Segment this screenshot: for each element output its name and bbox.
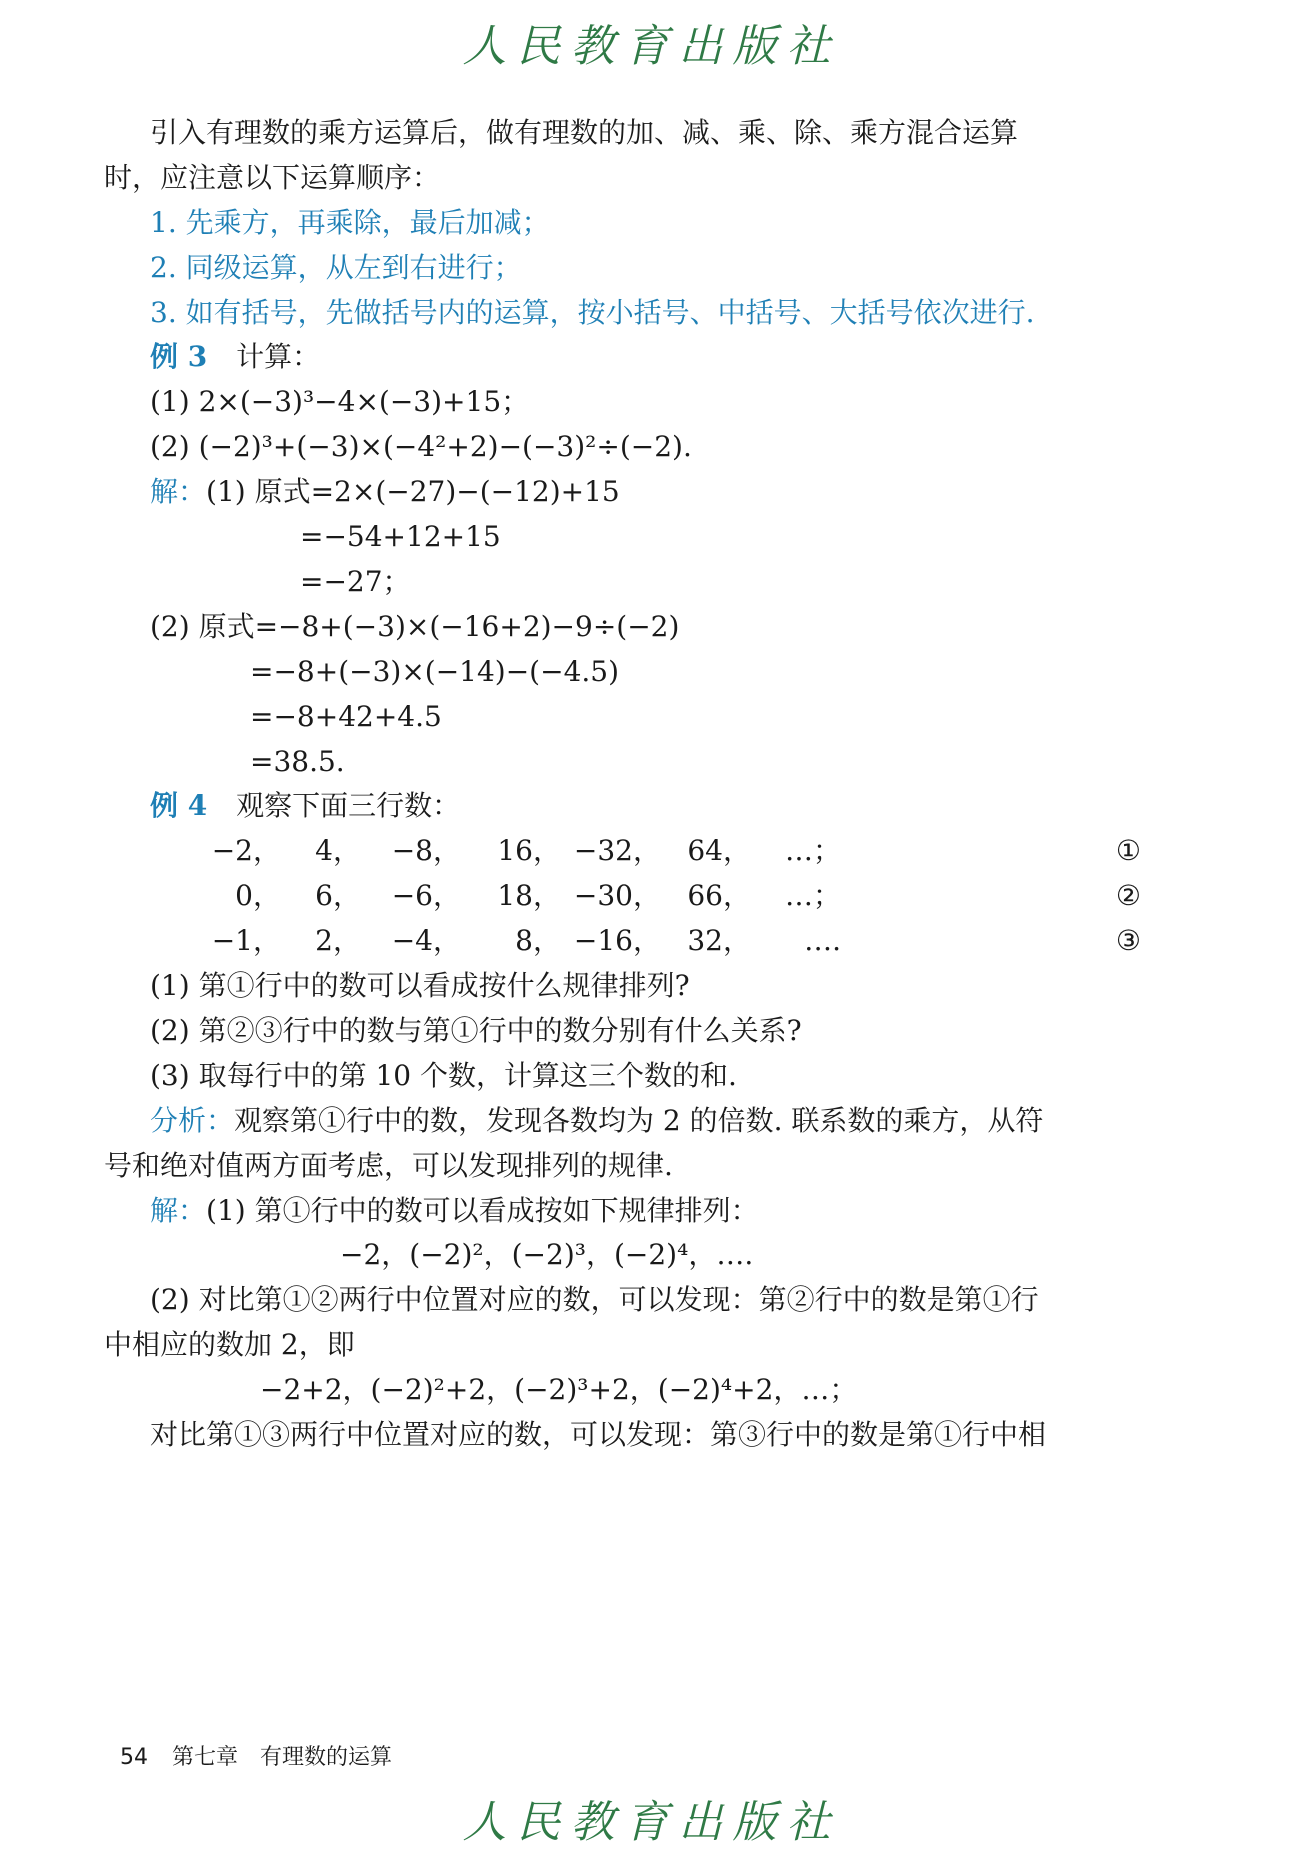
example-4-formula-1: −2，(−2)²，(−2)³，(−2)⁴，…. — [340, 1238, 754, 1271]
row-1-cell: −32， — [573, 834, 661, 867]
example-3-header — [150, 337, 320, 377]
example-4-question-2: (2) 第②③行中的数与第①行中的数分别有什么关系? — [150, 1014, 802, 1047]
row-3-cell: 2， — [315, 924, 361, 957]
page-footer — [120, 1740, 392, 1771]
example-3-solution-2-line-1: (2) 原式=−8+(−3)×(−16+2)−9÷(−2) — [150, 610, 680, 643]
example-4-question-1: (1) 第①行中的数可以看成按什么规律排列? — [150, 969, 690, 1002]
row-1-cell: 16， — [497, 834, 561, 867]
example-4-solution-3: 对比第①③两行中位置对应的数，可以发现：第③行中的数是第①行中相 — [150, 1418, 1047, 1451]
example-3-solution-2-line-2: =−8+(−3)×(−14)−(−4.5) — [250, 655, 620, 688]
row-2-cell: 6， — [315, 879, 361, 912]
example-4-question-3: (3) 取每行中的第 10 个数，计算这三个数的和. — [150, 1059, 737, 1092]
chapter-title: 第七章 有理数的运算 — [172, 1745, 393, 1770]
publisher-logo-top: 人民教育出版社 — [462, 21, 841, 72]
intro-line-1: 引入有理数的乘方运算后，做有理数的加、减、乘、除、乘方混合运算 — [150, 116, 1019, 149]
example-4-title: 观察下面三行数： — [236, 789, 461, 822]
example-3-solution-1-line-3: =−27； — [300, 565, 411, 598]
row-1-cell: 64， — [687, 834, 751, 867]
row-1-cell: −2， — [211, 834, 281, 867]
example-3-question-2: (2) (−2)³+(−3)×(−4²+2)−(−3)²÷(−2). — [150, 430, 692, 463]
example-4-analysis-line-1 — [150, 1101, 1043, 1141]
row-1-cell: −8， — [391, 834, 461, 867]
example-4-solution-1 — [150, 1191, 759, 1231]
rule-1: 1. 先乘方，再乘除，最后加减； — [150, 206, 550, 239]
example-4-solution-2-line-2: 中相应的数加 2，即 — [104, 1328, 355, 1361]
example-3-question-1: (1) 2×(−3)³−4×(−3)+15； — [150, 385, 530, 418]
example-3-solution-2-line-3: =−8+42+4.5 — [250, 700, 442, 733]
example-3-solution-1-line-2: =−54+12+15 — [300, 520, 501, 553]
row-2-cell: −6， — [391, 879, 461, 912]
example-3-label: 例 3 — [150, 340, 208, 373]
example-3-solution-2-line-4: =38.5. — [250, 745, 345, 778]
row-2-cell: 66， — [687, 879, 751, 912]
row-2-marker: ② — [1115, 879, 1141, 912]
solution-label: 解： — [150, 475, 207, 508]
analysis-text: 观察第①行中的数，发现各数均为 2 的倍数. 联系数的乘方，从符 — [234, 1104, 1044, 1137]
row-3-cell: 8， — [515, 924, 561, 957]
row-2-cell: −30， — [573, 879, 661, 912]
solution-step: (1) 第①行中的数可以看成按如下规律排列： — [206, 1194, 759, 1227]
row-1-cell: 4， — [315, 834, 361, 867]
row-1-marker: ① — [1115, 834, 1141, 867]
row-3-cell: …. — [804, 924, 841, 957]
rule-3: 3. 如有括号，先做括号内的运算，按小括号、中括号、大括号依次进行. — [150, 296, 1035, 329]
row-2-cell: 18， — [497, 879, 561, 912]
example-4-formula-2: −2+2，(−2)²+2，(−2)³+2，(−2)⁴+2，…； — [260, 1373, 858, 1406]
solution-label: 解： — [150, 1194, 207, 1227]
solution-step: (1) 原式=2×(−27)−(−12)+15 — [206, 475, 620, 508]
row-3-cell: −16， — [573, 924, 661, 957]
example-4-header — [150, 786, 460, 826]
example-3-title: 计算： — [236, 340, 321, 373]
row-3-cell: −1， — [211, 924, 281, 957]
row-3-cell: 32， — [687, 924, 751, 957]
page-number: 54 — [120, 1745, 148, 1770]
row-3-marker: ③ — [1115, 924, 1141, 957]
example-4-solution-2-line-1: (2) 对比第①②两行中位置对应的数，可以发现：第②行中的数是第①行 — [150, 1283, 1039, 1316]
example-4-label: 例 4 — [150, 789, 208, 822]
analysis-label: 分析： — [150, 1104, 235, 1137]
row-2-cell: 0， — [235, 879, 281, 912]
rule-2: 2. 同级运算，从左到右进行； — [150, 251, 522, 284]
example-3-solution-1-line-1 — [150, 472, 620, 512]
intro-line-2: 时，应注意以下运算顺序： — [104, 161, 441, 194]
row-2-cell: …； — [784, 879, 841, 912]
row-3-cell: −4， — [391, 924, 461, 957]
example-4-analysis-line-2: 号和绝对值两方面考虑，可以发现排列的规律. — [104, 1149, 673, 1182]
publisher-logo-bottom: 人民教育出版社 — [462, 1797, 841, 1848]
row-1-cell: …； — [784, 834, 841, 867]
